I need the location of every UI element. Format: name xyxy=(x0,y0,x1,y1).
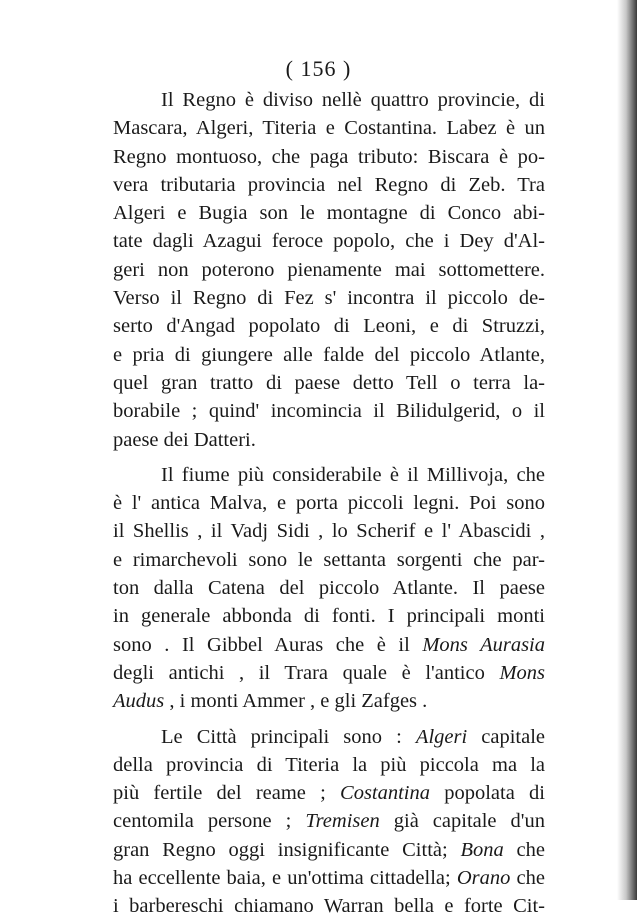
text-line: vera tributaria provincia nel Regno di Zeb. Tra xyxy=(113,173,545,196)
text-line: il Shellis , il Vadj Sidi , lo Scherif e l' Abascidi , xyxy=(113,520,545,543)
text-line: quel gran tratto di paese detto Tell o terra la- xyxy=(113,371,545,394)
paragraph-1 xyxy=(113,86,545,454)
text-line: geri non poterono pienamente mai sottomettere. xyxy=(113,258,545,281)
text-line: Il Regno è diviso nellè quattro provincie, di xyxy=(161,89,545,111)
text-line: e rimarchevoli sono le settanta sorgenti che par- xyxy=(113,548,545,571)
text-line: paese dei Datteri. xyxy=(113,428,256,451)
text-line: borabile ; quind' incomincia il Bilidulgerid, o il xyxy=(113,400,545,423)
text-line: Audus , i monti Ammer , e gli Zafges . xyxy=(113,690,428,713)
text-line: Le Città principali sono : Algeri capitale xyxy=(161,725,545,748)
text-line: Il fiume più considerabile è il Millivoja, che xyxy=(161,463,545,486)
text-line: Verso il Regno di Fez s' incontra il piccolo de- xyxy=(113,287,545,310)
text-block xyxy=(113,86,545,921)
paragraph-3 xyxy=(113,723,545,921)
text-line: i barbereschi chiamano Warran bella e forte Cit- xyxy=(113,895,545,918)
text-line: è l' antica Malva, e porta piccoli legni. Poi sono xyxy=(113,492,545,515)
text-line: degli antichi , il Trara quale è l'antico Mons xyxy=(113,661,545,684)
page-edge-shadow xyxy=(617,0,637,900)
text-line: in generale abbonda di fonti. I principali monti xyxy=(113,605,545,628)
text-line: Regno montuoso, che paga tributo: Biscara è po- xyxy=(113,145,545,168)
text-line: Mascara, Algeri, Titeria e Costantina. Labez è un xyxy=(113,117,545,140)
text-line: sono . Il Gibbel Auras che è il Mons Aurasia xyxy=(113,633,546,656)
text-line: più fertile del reame ; Costantina popolata di xyxy=(113,782,545,805)
text-line: tate dagli Azagui feroce popolo, che i Dey d'Al- xyxy=(113,230,545,253)
text-line: e pria di giungere alle falde del piccolo Atlante, xyxy=(113,343,545,366)
text-line: centomila persone ; Tremisen già capitale d'un xyxy=(113,810,545,833)
page-number: ( 156 ) xyxy=(285,56,352,81)
text-line: Algeri e Bugia son le montagne di Conco abi- xyxy=(113,202,545,225)
text-line: serto d'Angad popolato di Leoni, e di Struzzi, xyxy=(113,315,545,338)
text-line: gran Regno oggi insignificante Città; Bona che xyxy=(113,838,546,861)
text-line: ton dalla Catena del piccolo Atlante. Il paese xyxy=(113,577,545,600)
text-line: della provincia di Titeria la più piccola ma la xyxy=(113,753,545,776)
text-line: ha eccellente baia, e un'ottima cittadella; Orano che xyxy=(113,867,545,890)
paragraph-2 xyxy=(113,461,545,716)
